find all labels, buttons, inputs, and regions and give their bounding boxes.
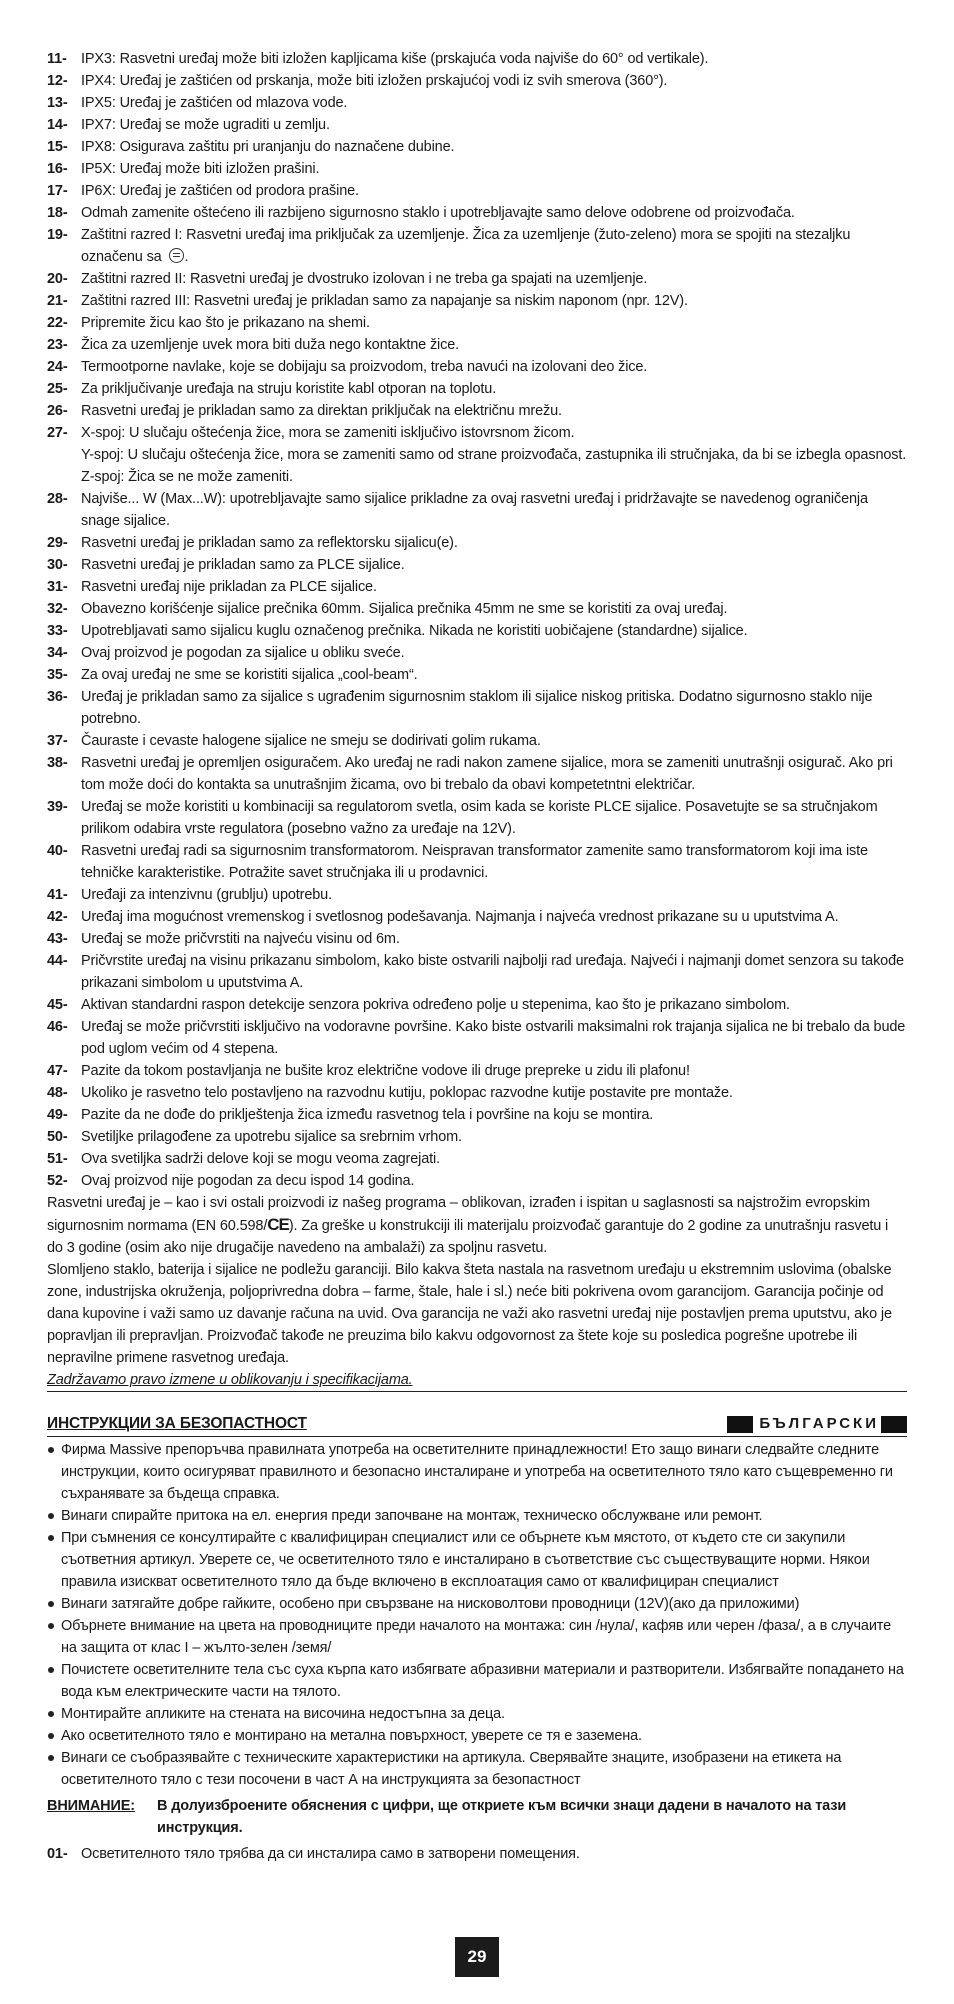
item-number: 35- (47, 667, 68, 683)
item-text: Uređaj je prikladan samo za sijalice s ugrađenim sigurnosnim staklom ili sijalice niskog pritiska. Dodatno sigurnosno staklo nije potrebno. (81, 689, 873, 727)
item-number: 49- (47, 1107, 68, 1123)
item-number: 38- (47, 755, 68, 771)
language-label: БЪЛГАРСКИ (759, 1415, 879, 1432)
list-item (47, 202, 907, 224)
item-text: Pričvrstite uređaj na visinu prikazanu simbolom, kako biste ostvarili najbolji rad uređaja. Najveći i najmanji domet senzora su takođe prikazani simbolom u uputstvima A. (81, 953, 904, 991)
item-text: Svetiljke prilagođene za upotrebu sijalice sa srebrnim vrhom. (81, 1129, 462, 1145)
item-text: Ova svetiljka sadrži delove koji se mogu veoma zagrejati. (81, 1151, 440, 1167)
item-number: 41- (47, 887, 68, 903)
list-item (47, 488, 907, 532)
item-line: X-spoj: U slučaju oštećenja žice, mora se zameniti isključivo istovrsnom žicom. (81, 425, 575, 441)
safety-bullet: Винаги затягайте добре гайките, особено при свързване на нисковолтови проводници (12V)(ако да приложими) (47, 1593, 907, 1615)
warning-note (47, 1795, 907, 1839)
item-number: 18- (47, 205, 68, 221)
item-text: Pripremite žicu kao što je prikazano na shemi. (81, 315, 370, 331)
list-item (47, 1170, 907, 1192)
warning-text: В долуизброените обяснения с цифри, ще откриете към всички знаци дадени в началото на тази инструкция. (157, 1798, 847, 1836)
item-number: 19- (47, 227, 68, 243)
item-number: 25- (47, 381, 68, 397)
item-number: 28- (47, 491, 68, 507)
item-number: 17- (47, 183, 68, 199)
page-number: 29 (455, 1937, 499, 1977)
page-content (47, 48, 907, 1865)
list-item (47, 598, 907, 620)
item-text: Pazite da ne dođe do priklještenja žica između rasvetnog tela i površine na koju se montira. (81, 1107, 654, 1123)
list-item (47, 532, 907, 554)
item-number: 29- (47, 535, 68, 551)
section-divider (47, 1391, 907, 1392)
item-text: Осветителното тяло трябва да си инсталира само в затворени помещения. (81, 1846, 580, 1862)
item-number: 32- (47, 601, 68, 617)
item-number: 34- (47, 645, 68, 661)
language-bar-right (881, 1416, 907, 1433)
item-number: 46- (47, 1019, 68, 1035)
warranty-text-start: Rasvetni uređaj je – kao i svi ostali proizvodi iz našeg programa – oblikovan, izrađen i ispitan u saglasnosti sa najstrožim evropskim sigurnosnim normama (EN 60.598/ (47, 1195, 870, 1234)
item-number: 51- (47, 1151, 68, 1167)
item-number: 01- (47, 1846, 68, 1862)
item-text: IPX8: Osigurava zaštitu pri uranjanju do naznačene dubine. (81, 139, 455, 155)
list-item (47, 884, 907, 906)
item-text: Termootporne navlake, koje se dobijaju sa proizvodom, treba navući na izolovani deo žice. (81, 359, 648, 375)
symbol-list-part-3 (47, 488, 907, 1192)
item-text: Rasvetni uređaj je prikladan samo za direktan priključak na električnu mrežu. (81, 403, 562, 419)
symbol-list-part-1 (47, 48, 907, 224)
list-item (47, 92, 907, 114)
warning-label: ВНИМАНИЕ: (47, 1798, 135, 1814)
item-text: Uređaj ima mogućnost vremenskog i svetlosnog podešavanja. Najmanja i najveća vrednost prikazane su u uputstvima A. (81, 909, 839, 925)
list-item (47, 158, 907, 180)
item-number: 42- (47, 909, 68, 925)
safety-bullet: При съмнения се консултирайте с квалифициран специалист или се обърнете към мястото, от където сте си закупили съответния артикул. Уверете се, че осветителното тяло е инсталирано в съответствие със съществуващите норми. Някои правила изискват осветителното тяло да бъде включено в експлоатация само от квалифициран специалист (47, 1527, 907, 1593)
list-item (47, 1016, 907, 1060)
rights-reserved-note: Zadržavamo pravo izmene u oblikovanju i specifikacijama. (47, 1372, 413, 1388)
list-item (47, 994, 907, 1016)
item-number: 16- (47, 161, 68, 177)
item-number: 15- (47, 139, 68, 155)
item-number: 11- (47, 51, 67, 67)
list-item (47, 356, 907, 378)
list-item (47, 730, 907, 752)
warranty-text-end: ). Za greške u konstrukciji ili materijalu proizvođač garantuje do 2 godine za unutrašnju rasvetu i do 3 godine (osim ako nije drugačije navedeno na ambalaži) za spoljnu rasvetu. (47, 1218, 889, 1256)
list-item (47, 686, 907, 730)
item-text: Rasvetni uređaj je prikladan samo za reflektorsku sijalicu(e). (81, 535, 458, 551)
item-text: Uređaj se može koristiti u kombinaciji sa regulatorom svetla, osim kada se koriste PLCE sijalice. Posavetujte se sa stručnjakom prilikom odabira vrste regulatora (posebno važno za uređaje na 12V). (81, 799, 878, 837)
list-item (47, 334, 907, 356)
item-text: Rasvetni uređaj radi sa sigurnosnim transformatorom. Neispravan transformator zamenite samo transformatorom koji ima iste tehničke karakteristike. Potražite savet stručnjaka ili u prodavnici. (81, 843, 868, 881)
item-text: Odmah zamenite oštećeno ili razbijeno sigurnosno staklo i upotrebljavajte samo delove odobrene od proizvođača. (81, 205, 795, 221)
item-text: Za ovaj uređaj ne sme se koristiti sijalica „cool-beam“. (81, 667, 418, 683)
list-item (47, 1148, 907, 1170)
language-banner (727, 1413, 907, 1435)
list-item (47, 290, 907, 312)
list-item (47, 796, 907, 840)
list-item (47, 620, 907, 642)
safety-bullet: Винаги се съобразявайте с техническите характеристики на артикула. Сверявайте знаците, изобразени на етикета на осветителното тяло с тези посочени в част А на инструкцията за безопастност (47, 1747, 907, 1791)
list-item-19 (47, 224, 907, 268)
item-number: 20- (47, 271, 68, 287)
item-text: Uređaji za intenzivnu (grublju) upotrebu. (81, 887, 332, 903)
list-item (47, 1104, 907, 1126)
item-number: 50- (47, 1129, 68, 1145)
item-text: IP5X: Uređaj može biti izložen prašini. (81, 161, 320, 177)
list-item (47, 268, 907, 290)
language-bar-left (727, 1416, 753, 1433)
item-text: Upotrebljavati samo sijalicu kuglu označenog prečnika. Nikada ne koristiti uobičajene (standardne) sijalice. (81, 623, 748, 639)
bg-section-header (47, 1412, 907, 1436)
item-number: 26- (47, 403, 68, 419)
item-text: Pazite da tokom postavljanja ne bušite kroz električne vodove ili druge prepreke u zidu ili plafonu! (81, 1063, 690, 1079)
list-item-27 (47, 422, 907, 488)
list-item (47, 840, 907, 884)
item-number: 43- (47, 931, 68, 947)
item-text: IPX7: Uređaj se može ugraditi u zemlju. (81, 117, 330, 133)
item-text: Najviše... W (Max...W): upotrebljavajte samo sijalice prikladne za ovaj rasvetni uređaj i pridržavajte se navedenog ograničenja snage sijalice. (81, 491, 868, 529)
section-underline (47, 1436, 907, 1437)
item-text: Rasvetni uređaj je prikladan samo za PLCE sijalice. (81, 557, 405, 573)
item-number: 47- (47, 1063, 68, 1079)
item-number: 52- (47, 1173, 68, 1189)
item-number: 37- (47, 733, 68, 749)
item-text: Zaštitni razred II: Rasvetni uređaj je dvostruko izolovan i ne treba ga spajati na uzemljenje. (81, 271, 648, 287)
item-text: Čauraste i cevaste halogene sijalice ne smeju se dodirivati golim rukama. (81, 733, 541, 749)
earth-ground-icon (169, 248, 184, 263)
item-text: Rasvetni uređaj nije prikladan za PLCE sijalice. (81, 579, 377, 595)
item-text: Rasvetni uređaj je opremljen osiguračem. Ako uređaj ne radi nakon zamene sijalice, mora se zameniti unutrašnji osigurač. Ako pri tom može doći do kontakta sa unutrašnjim žicama, ovo bi trebalo da obavi kompetetntni električar. (81, 755, 893, 793)
item-text: Ukoliko je rasvetno telo postavljeno na razvodnu kutiju, poklopac razvodne kutije postavite pre montaže. (81, 1085, 733, 1101)
item-number: 22- (47, 315, 68, 331)
list-item (47, 950, 907, 994)
warranty-paragraph-1 (47, 1192, 907, 1259)
item-number: 30- (47, 557, 68, 573)
list-item (47, 664, 907, 686)
item-line: Z-spoj: Žica se ne može zameniti. (81, 469, 293, 485)
list-item (47, 378, 907, 400)
list-item (47, 576, 907, 598)
safety-bullet: Винаги спирайте притока на ел. енергия преди започване на монтаж, техническо обслужване или ремонт. (47, 1505, 907, 1527)
item-number: 31- (47, 579, 68, 595)
item-text: IPX3: Rasvetni uređaj može biti izložen kapljicama kiše (prskajuća voda najviše do 60° od vertikale). (81, 51, 709, 67)
item-text: Uređaj se može pričvrstiti isključivo na vodoravne površine. Kako biste ostvarili maksimalni rok trajanja sijalica ne bi trebalo da bude pod uglom većim od 4 stepena. (81, 1019, 906, 1057)
list-item (47, 48, 907, 70)
list-item (47, 554, 907, 576)
list-item (47, 928, 907, 950)
item-text: Zaštitni razred III: Rasvetni uređaj je prikladan samo za napajanje sa niskim naponom (npr. 12V). (81, 293, 688, 309)
item-number: 48- (47, 1085, 68, 1101)
item-text: Obavezno korišćenje sijalice prečnika 60mm. Sijalica prečnika 45mm ne sme se koristiti za ovaj uređaj. (81, 601, 728, 617)
item-number: 14- (47, 117, 68, 133)
list-item (47, 642, 907, 664)
symbol-list-part-2 (47, 268, 907, 422)
list-item-01 (47, 1843, 907, 1865)
list-item (47, 1126, 907, 1148)
list-item (47, 1082, 907, 1104)
item-number: 40- (47, 843, 68, 859)
list-item (47, 400, 907, 422)
item-suffix: . (184, 249, 189, 265)
item-text: Aktivan standardni raspon detekcije senzora pokriva određeno polje u stepenima, kao što je prikazano simbolom. (81, 997, 790, 1013)
safety-bullet: Почистете осветителните тела със суха кърпа като избягвате абразивни материали и разтворители. Избягвайте попадането на вода към електрическите части на тялото. (47, 1659, 907, 1703)
safety-bullet-list (47, 1439, 907, 1791)
item-text: Žica za uzemljenje uvek mora biti duža nego kontaktne žice. (81, 337, 460, 353)
list-item (47, 114, 907, 136)
item-number: 36- (47, 689, 68, 705)
item-number: 21- (47, 293, 68, 309)
item-number: 44- (47, 953, 68, 969)
safety-bullet: Монтирайте апликите на стената на височина недостъпна за деца. (47, 1703, 907, 1725)
safety-bullet: Фирма Massive препоръчва правилната употреба на осветителните принадлежности! Ето защо винаги следвайте следните инструкции, които осигуряват правилното и безопасно инсталиране и употреба на осветителното тяло като същевременно ги съхранявате за бъдеща справка. (47, 1439, 907, 1505)
list-item (47, 70, 907, 92)
safety-bullet: Ако осветителното тяло е монтирано на метална повърхност, уверете се тя е заземена. (47, 1725, 907, 1747)
list-item (47, 1060, 907, 1082)
item-text: IPX4: Uređaj je zaštićen od prskanja, može biti izložen prskajućoj vodi iz svih smerova (360°). (81, 73, 668, 89)
item-number: 39- (47, 799, 68, 815)
list-item (47, 180, 907, 202)
item-number: 23- (47, 337, 68, 353)
item-text: Ovaj proizvod je pogodan za sijalice u obliku sveće. (81, 645, 405, 661)
section-title: ИНСТРУКЦИИ ЗА БЕЗОПАСТНОСТ (47, 1415, 307, 1432)
item-text: Ovaj proizvod nije pogodan za decu ispod 14 godina. (81, 1173, 415, 1189)
list-item (47, 752, 907, 796)
list-item (47, 136, 907, 158)
item-text: Zaštitni razred I: Rasvetni uređaj ima priključak za uzemljenje. Žica za uzemljenje (žuto-zeleno) mora se spojiti na stezaljku označenu sa (81, 227, 851, 265)
item-line: Y-spoj: U slučaju oštećenja žice, mora se zameniti samo od strane proizvođača, zastupnika ili stručnjaka, da bi se izbegla opasnost. (81, 447, 907, 463)
item-number: 33- (47, 623, 68, 639)
list-item (47, 906, 907, 928)
item-number: 12- (47, 73, 68, 89)
safety-bullet: Обърнете внимание на цвета на проводниците преди началото на монтажа: син /нула/, кафяв или черен /фаза/, а в случаите на защита от клас I – жълто-зелен /земя/ (47, 1615, 907, 1659)
ce-mark-icon: CE (267, 1215, 289, 1234)
item-text: IPX5: Uređaj je zaštićen od mlazova vode. (81, 95, 348, 111)
item-number: 45- (47, 997, 68, 1013)
item-text: IP6X: Uređaj je zaštićen od prodora prašine. (81, 183, 359, 199)
item-text: Uređaj se može pričvrstiti na najveću visinu od 6m. (81, 931, 400, 947)
item-number: 13- (47, 95, 68, 111)
item-number: 27- (47, 425, 68, 441)
list-item (47, 312, 907, 334)
item-number: 24- (47, 359, 68, 375)
item-text: Za priključivanje uređaja na struju koristite kabl otporan na toplotu. (81, 381, 497, 397)
warranty-paragraph-2: Slomljeno staklo, baterija i sijalice ne podležu garanciji. Bilo kakva šteta nastala na rasvetnom uređaju u ekstremnim uslovima (obalske zone, industrijska okruženja, poljoprivredna dobra – farme, štale, hale i sl.) neće biti pokrivena ovom garancijom. Garancija počinje od dana kupovine i važi samo uz davanje računa na uvid. Ova garancija ne važi ako rasvetni uređaj nije postavljen prema uputstvu, ako je popravljan ili prepravljan. Proizvođač takođe ne preuzima bilo kakvu odgovornost za štete koje su posledica pogrešne upotrebe ili nepravilne primene rasvetnog uređaja. (47, 1262, 892, 1366)
